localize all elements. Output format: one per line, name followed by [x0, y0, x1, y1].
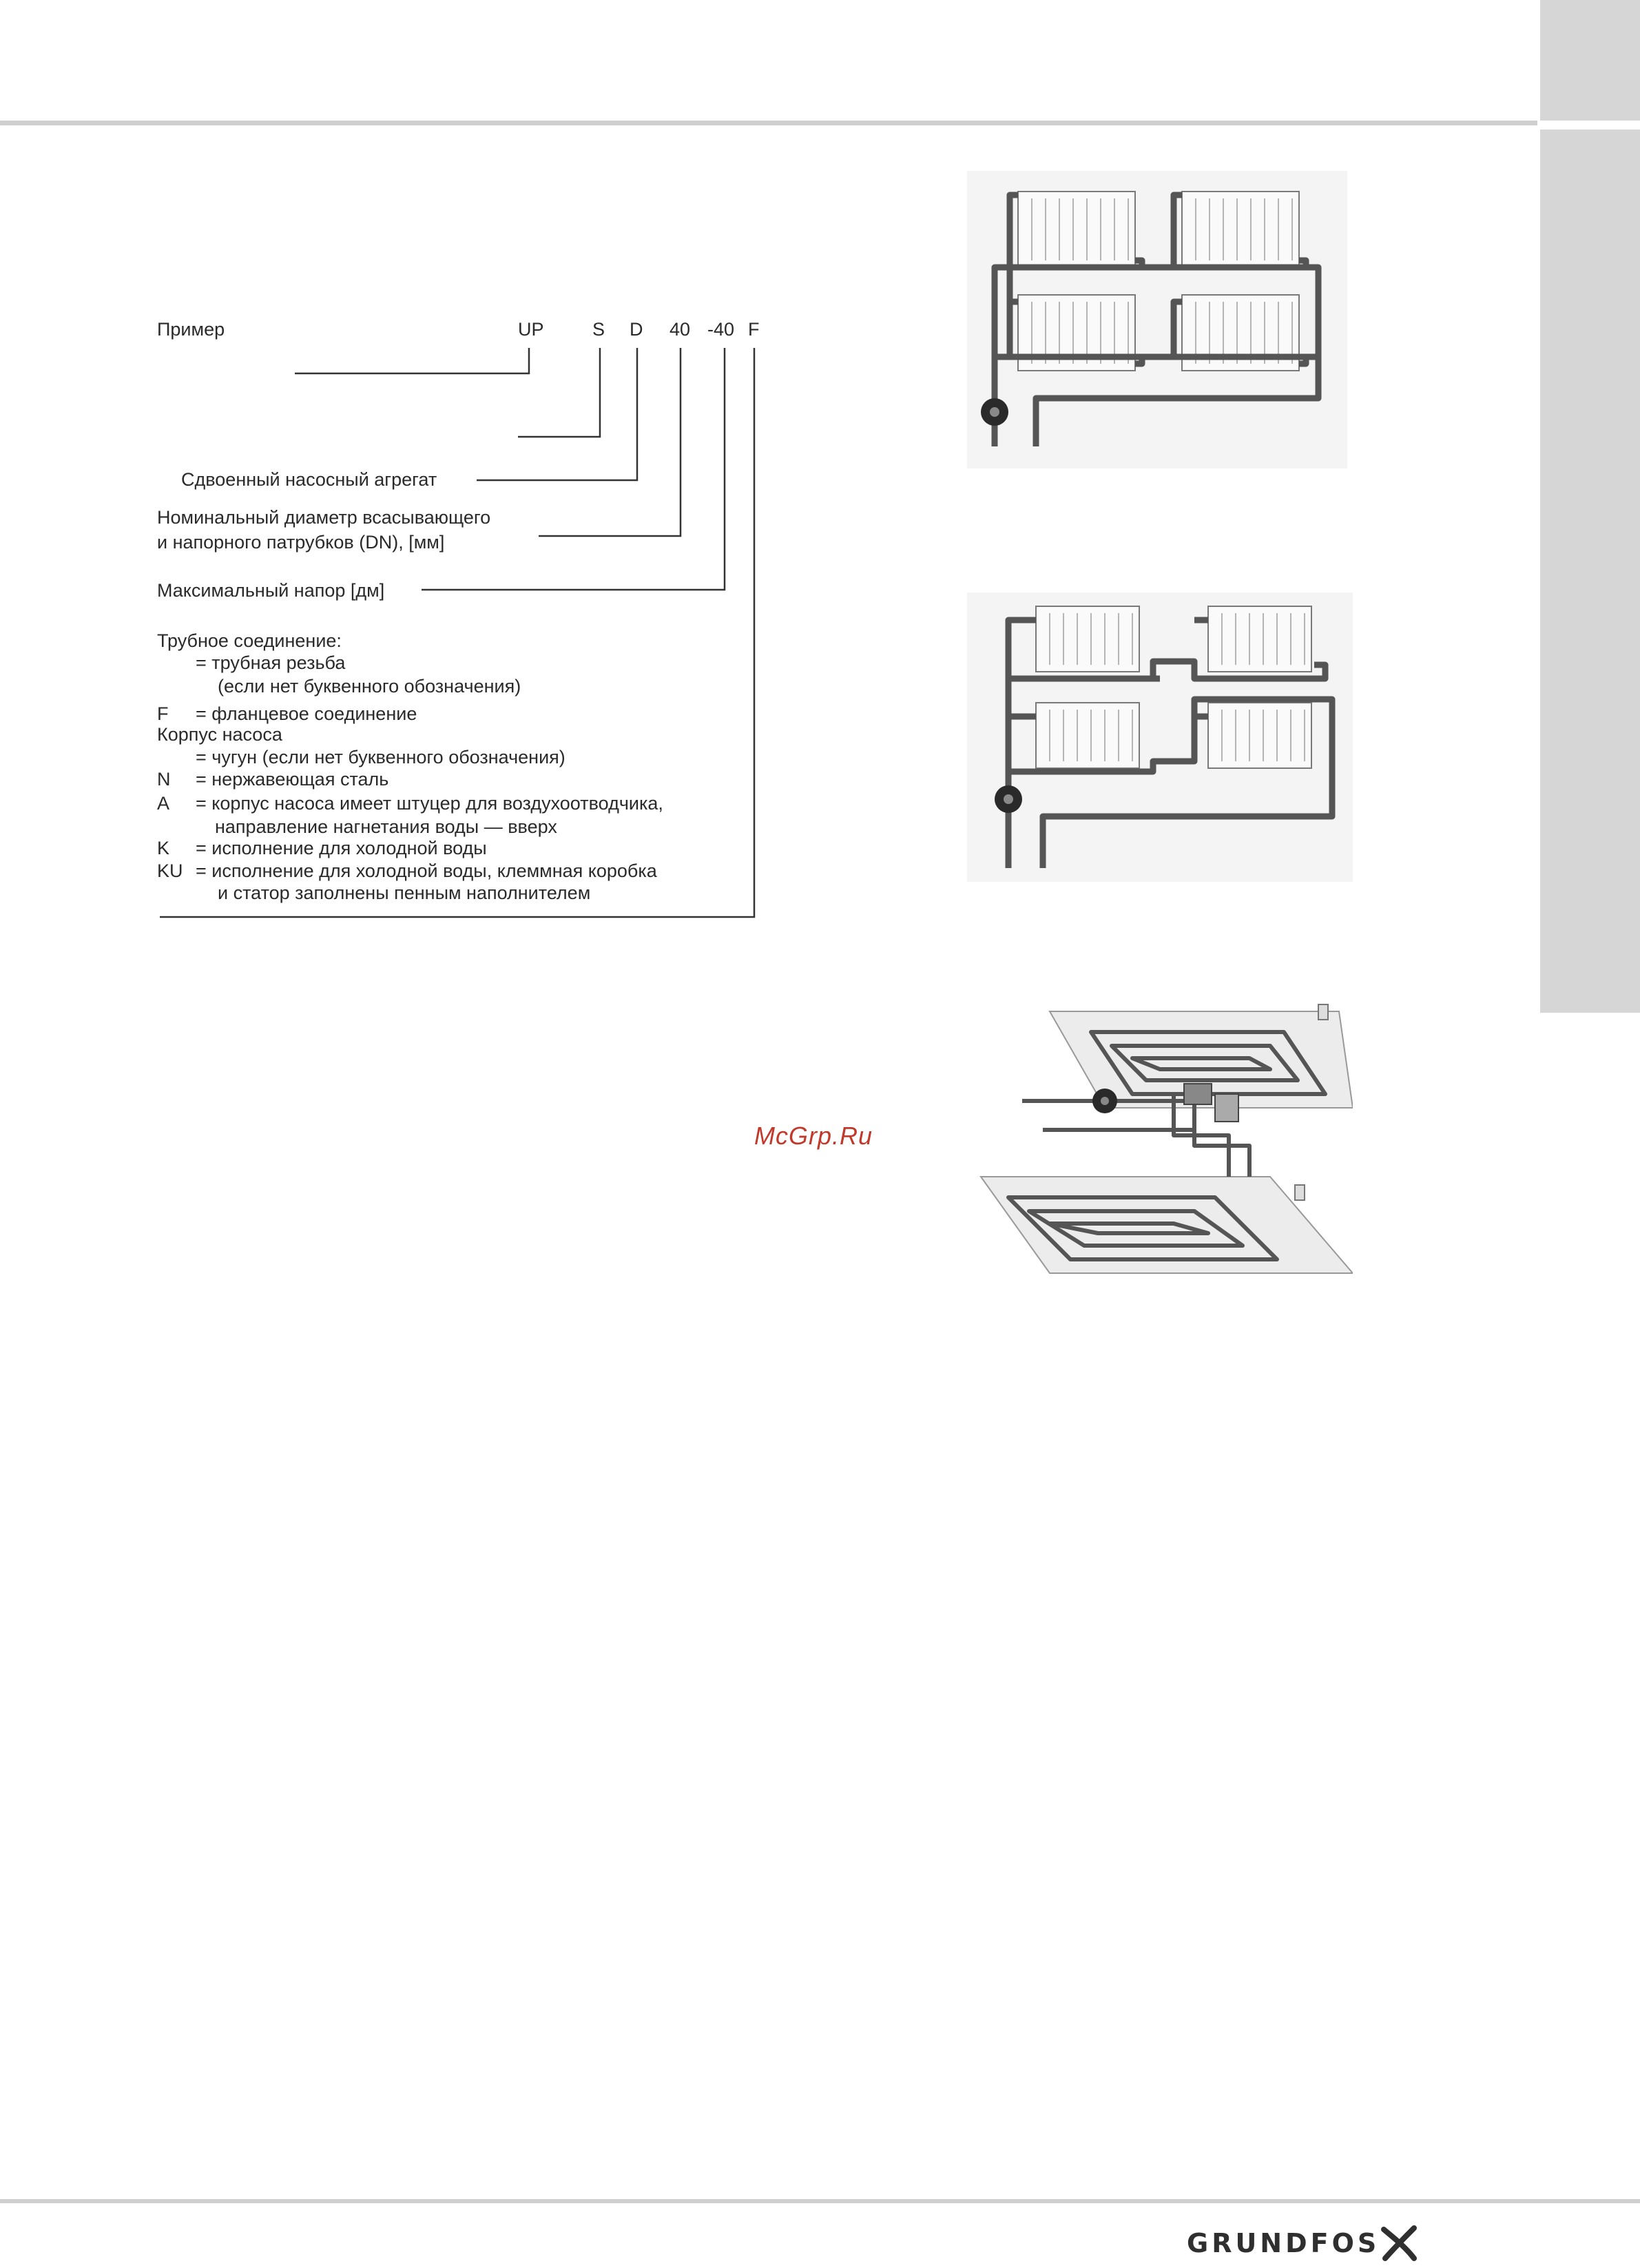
brand-name: GRUNDFOS: [1187, 2228, 1380, 2258]
housing-n-code: N: [157, 769, 171, 790]
housing-ku-text: = исполнение для холодной воды, клеммная коробка: [196, 860, 657, 881]
housing-k-code: K: [157, 838, 170, 858]
housing-ku-note: и статор заполнены пенным наполнителем: [218, 883, 591, 903]
housing-k-text: = исполнение для холодной воды: [196, 838, 487, 858]
housing-ku-code: KU: [157, 860, 183, 881]
watermark: McGrp.Ru: [754, 1122, 873, 1150]
housing-cast-iron-text: = чугун (если нет буквенного обозначения): [196, 747, 565, 767]
code-part-up: UP: [518, 319, 544, 340]
grundfos-x-icon: [1380, 2224, 1418, 2262]
code-part-40: 40: [670, 319, 691, 340]
two-pipe-radiator-figure: [967, 171, 1347, 468]
housing-n-text: = нержавеющая сталь: [196, 769, 389, 790]
example-label: Пример: [157, 319, 225, 340]
housing-a-code: A: [157, 793, 170, 814]
housing-title: Корпус насоса: [157, 724, 282, 745]
twin-pump-label: Сдвоенный насосный агрегат: [181, 469, 437, 490]
single-pipe-radiator-figure: [967, 592, 1353, 882]
housing-a-note: направление нагнетания воды — вверх: [215, 816, 557, 837]
nominal-diameter-line2: и напорного патрубков (DN), [мм]: [157, 532, 445, 553]
housing-a-text: = корпус насоса имеет штуцер для воздухоотводчика,: [196, 793, 663, 814]
code-part-s: S: [592, 319, 605, 340]
flange-text: = фланцевое соединение: [196, 703, 417, 724]
footer-rule: [0, 2199, 1640, 2203]
pipe-thread-text: = трубная резьба: [196, 652, 346, 673]
code-part-d: D: [630, 319, 643, 340]
pipe-connection-title: Трубное соединение:: [157, 630, 342, 651]
flange-code: F: [157, 703, 169, 724]
code-part-minus40: -40: [707, 319, 735, 340]
grundfos-logo: [1187, 2224, 1418, 2262]
max-head-label: Максимальный напор [дм]: [157, 580, 385, 601]
pipe-thread-note: (если нет буквенного обозначения): [218, 676, 521, 697]
code-part-f: F: [748, 319, 760, 340]
underfloor-heating-figure: [967, 998, 1353, 1280]
nominal-diameter-line1: Номинальный диаметр всасывающего: [157, 507, 491, 528]
